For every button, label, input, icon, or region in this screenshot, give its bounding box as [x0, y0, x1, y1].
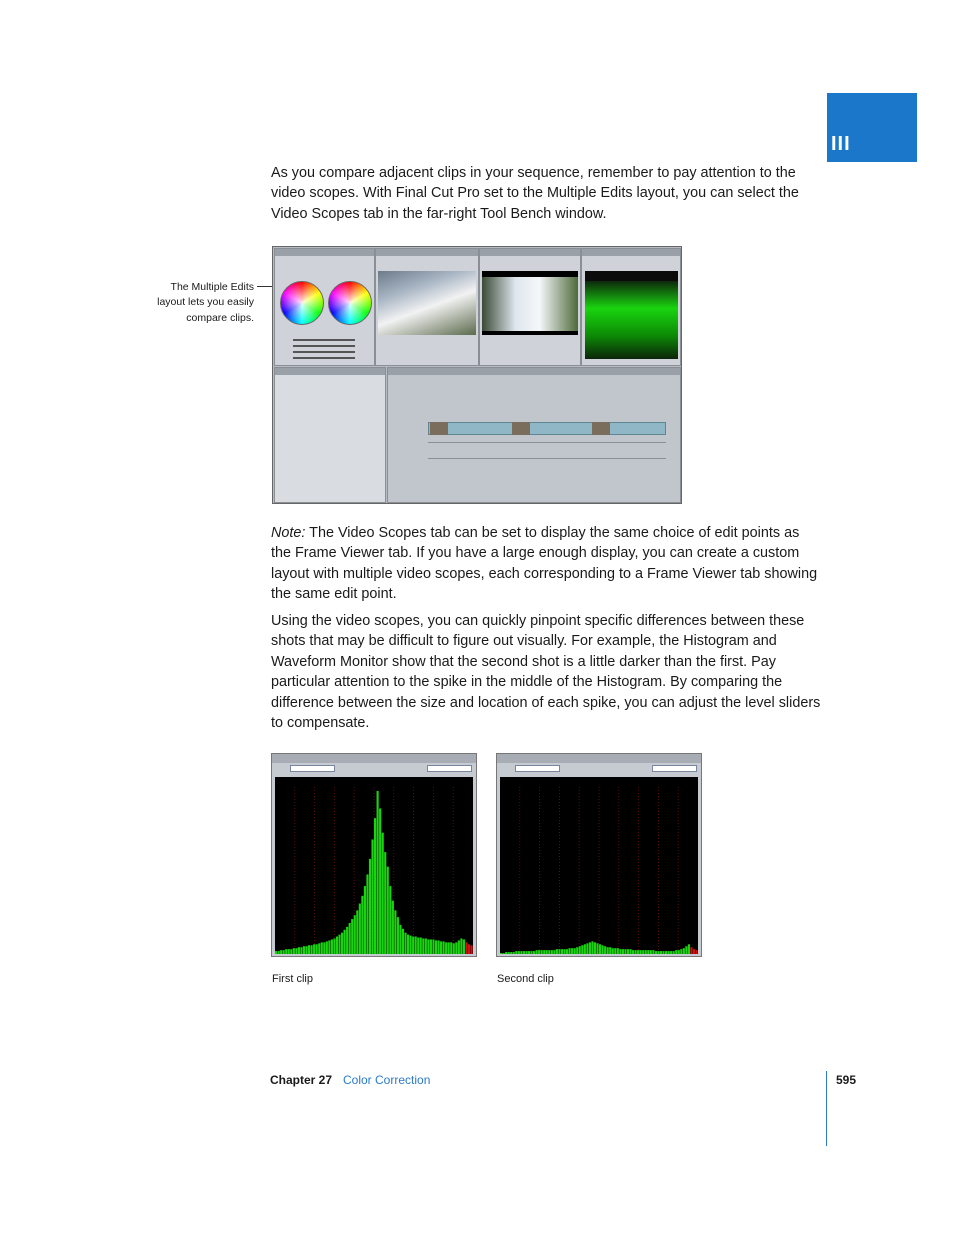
- histogram-bar: [450, 942, 452, 954]
- histogram-bar: [359, 904, 361, 954]
- histogram-bar: [581, 945, 583, 954]
- histogram-bar: [316, 944, 318, 954]
- histogram-bar: [333, 938, 335, 954]
- histogram-bar: [321, 942, 323, 954]
- frame-viewer-pane: [375, 248, 479, 366]
- histogram-bar: [399, 925, 401, 954]
- histogram-bar: [283, 950, 285, 954]
- histogram-bar: [392, 901, 394, 954]
- histogram-bar: [657, 951, 659, 954]
- histogram-bar: [533, 951, 535, 954]
- histogram-bar: [530, 951, 532, 954]
- histogram-bar: [460, 938, 462, 954]
- histogram-bar: [349, 923, 351, 954]
- note-paragraph: [271, 523, 821, 605]
- histogram-bar: [465, 942, 467, 954]
- histogram-bar: [569, 948, 571, 954]
- histogram-bar: [614, 948, 616, 954]
- histogram-bar: [303, 946, 305, 954]
- histogram-bar: [435, 940, 437, 954]
- color-balance-wheel: [280, 281, 324, 325]
- histogram-bar: [356, 910, 358, 954]
- histogram-bar: [397, 917, 399, 954]
- histogram-bar: [602, 945, 604, 954]
- histogram-bar: [336, 937, 338, 954]
- viewer-frame-a: [378, 271, 476, 335]
- histogram-bar: [346, 927, 348, 954]
- histogram-bar: [538, 950, 540, 954]
- histogram-bar: [536, 950, 538, 954]
- histogram-bar: [520, 951, 522, 954]
- histogram-bar: [604, 946, 606, 954]
- histogram-bar: [668, 951, 670, 954]
- histogram-bar: [627, 949, 629, 954]
- histogram-bar: [513, 952, 515, 954]
- histogram-bar: [463, 939, 465, 954]
- histogram-bar: [323, 942, 325, 954]
- histogram-bar: [394, 910, 396, 954]
- histogram-svg-second: [500, 777, 698, 954]
- histogram-bar: [331, 939, 333, 954]
- intro-paragraph: As you compare adjacent clips in your sequence, remember to pay attention to the video scopes. With Final Cut Pro set to the Multiple Edits layout, you can select the Video Scopes tab in the far-right Tool Bench window.: [271, 165, 799, 222]
- canvas-pane: [479, 248, 581, 366]
- histogram-bar: [422, 938, 424, 954]
- callout-line-3: compare clips.: [186, 311, 254, 324]
- histogram-bar: [558, 949, 560, 954]
- histogram-svg-first: [275, 777, 473, 954]
- histogram-bar: [379, 808, 381, 954]
- histogram-bar: [525, 951, 527, 954]
- histogram-bar: [673, 951, 675, 954]
- histogram-bar: [551, 950, 553, 954]
- caption-first-clip: First clip: [272, 973, 313, 985]
- histogram-bar: [607, 947, 609, 954]
- histogram-bar: [594, 942, 596, 954]
- histogram-bar: [361, 896, 363, 954]
- histogram-bar: [665, 951, 667, 954]
- histogram-bar: [650, 950, 652, 954]
- histogram-bar: [377, 791, 379, 954]
- histogram-bar: [440, 941, 442, 954]
- histogram-bar: [541, 950, 543, 954]
- histogram-bar: [574, 948, 576, 954]
- histogram-bar: [518, 951, 520, 954]
- histogram-plot-second-clip: [500, 777, 698, 954]
- histogram-bar: [579, 946, 581, 954]
- histogram-bar: [624, 949, 626, 954]
- histogram-bar: [596, 943, 598, 954]
- footer-chapter-label: Chapter 27: [270, 1073, 333, 1087]
- histogram-bar: [425, 938, 427, 954]
- histogram-bar: [563, 949, 565, 954]
- histogram-bar: [556, 949, 558, 954]
- histogram-bar: [290, 949, 292, 954]
- histogram-bar: [443, 941, 445, 954]
- histogram-bar: [374, 818, 376, 954]
- histogram-bar: [642, 950, 644, 954]
- histogram-bar: [430, 939, 432, 954]
- color-corrector-pane: [274, 248, 375, 366]
- histogram-bar: [338, 935, 340, 954]
- histogram-window-first-clip: [271, 753, 477, 957]
- histogram-bar: [528, 951, 530, 954]
- histogram-bar: [660, 951, 662, 954]
- histogram-bar: [652, 950, 654, 954]
- histogram-bar: [412, 937, 414, 954]
- histogram-plot-first-clip: [275, 777, 473, 954]
- histogram-bar: [288, 949, 290, 954]
- histogram-bar: [384, 852, 386, 954]
- histogram-bar: [612, 948, 614, 954]
- histogram-bar: [670, 951, 672, 954]
- histogram-bar: [553, 950, 555, 954]
- histogram-bar: [300, 947, 302, 954]
- histogram-bar: [622, 949, 624, 954]
- histogram-bar: [389, 886, 391, 954]
- page-number: 595: [836, 1073, 857, 1087]
- caption-second-clip: Second clip: [497, 973, 554, 985]
- histogram-bar: [328, 940, 330, 954]
- histogram-bar: [609, 947, 611, 954]
- note-label: Note:: [271, 525, 306, 541]
- histogram-bar: [505, 952, 507, 954]
- histogram-bar: [305, 946, 307, 954]
- histogram-bar: [599, 944, 601, 954]
- histogram-bar: [678, 950, 680, 954]
- histogram-bar: [371, 839, 373, 954]
- histogram-bar: [455, 942, 457, 954]
- histogram-bar: [275, 951, 277, 954]
- histogram-bar: [458, 940, 460, 954]
- video-track: [428, 422, 666, 435]
- video-scopes-pane: [581, 248, 681, 366]
- histogram-bar: [354, 915, 356, 954]
- histogram-bar: [366, 874, 368, 954]
- histogram-bar: [437, 940, 439, 954]
- histogram-bar: [417, 938, 419, 955]
- histogram-bar: [369, 859, 371, 954]
- histogram-bar: [470, 945, 472, 954]
- histogram-bar: [635, 950, 637, 954]
- histogram-bar: [617, 948, 619, 954]
- histogram-bar: [387, 867, 389, 954]
- timeline-pane: [387, 367, 681, 503]
- histogram-bar: [407, 935, 409, 954]
- histogram-bar: [298, 947, 300, 954]
- histogram-bar: [500, 953, 502, 954]
- histogram-bar: [420, 938, 422, 955]
- histogram-bar: [591, 941, 593, 954]
- histogram-window-second-clip: [496, 753, 702, 957]
- body-paragraph: Using the video scopes, you can quickly pinpoint specific differences between these shots that may be difficult to figure out visually. For example, the Histogram and Waveform Monitor show that the second shot is a little darker than the first. Pay particular attention to the spike in the middle of the Histogram. By comparing the difference between the size and location of each spike, you can adjust the level sliders to compensate.: [271, 613, 821, 732]
- histogram-bar: [683, 948, 685, 954]
- histogram-bar: [637, 950, 639, 954]
- histogram-bar: [629, 949, 631, 954]
- histogram-bar: [619, 949, 621, 954]
- footer-chapter-title[interactable]: Color Correction: [343, 1073, 431, 1087]
- histogram-bar: [548, 950, 550, 954]
- histogram-bar: [693, 949, 695, 954]
- histogram-bar: [445, 942, 447, 954]
- histogram-bar: [341, 933, 343, 954]
- histogram-bar: [402, 929, 404, 954]
- histogram-bar: [515, 951, 517, 954]
- histogram-bar: [688, 944, 690, 954]
- histogram-bar: [280, 950, 282, 954]
- viewer-frame-b: [482, 277, 578, 331]
- histogram-bar: [503, 953, 505, 954]
- footer-divider: [826, 1071, 827, 1146]
- histogram-bar: [647, 950, 649, 954]
- histogram-bar: [410, 936, 412, 954]
- histogram-bar: [589, 942, 591, 954]
- section-tab-marker: III: [827, 93, 917, 162]
- histogram-bar: [468, 944, 470, 954]
- histogram-bar: [546, 950, 548, 954]
- histogram-bar: [645, 950, 647, 954]
- histogram-bar: [427, 939, 429, 954]
- histogram-bar: [690, 947, 692, 954]
- histogram-bar: [675, 950, 677, 954]
- histogram-bar: [685, 946, 687, 954]
- histogram-bar: [293, 948, 295, 954]
- histogram-bar: [543, 950, 545, 954]
- histogram-bar: [448, 942, 450, 954]
- histogram-bar: [285, 949, 287, 954]
- figure-callout: [140, 280, 254, 326]
- histogram-bar: [632, 950, 634, 954]
- histogram-bar: [351, 919, 353, 954]
- histogram-bar: [382, 833, 384, 954]
- histogram-bar: [364, 886, 366, 954]
- histogram-bar: [571, 948, 573, 954]
- histogram-bar: [561, 949, 563, 954]
- histogram-bar: [523, 951, 525, 954]
- histogram-bar: [584, 944, 586, 954]
- histogram-bar: [640, 950, 642, 954]
- histogram-bar: [680, 949, 682, 954]
- histogram-bar: [278, 951, 280, 954]
- histogram-bar: [576, 947, 578, 954]
- browser-pane: [274, 367, 386, 503]
- callout-line-1: The Multiple Edits: [170, 281, 254, 293]
- waveform-monitor: [585, 271, 678, 359]
- histogram-bar: [662, 951, 664, 954]
- histogram-bar: [308, 945, 310, 954]
- histogram-bar: [566, 949, 568, 954]
- histogram-bar: [586, 943, 588, 954]
- hue-wheel: [328, 281, 372, 325]
- note-text: The Video Scopes tab can be set to display the same choice of edit points as the Frame Viewer tab. If you have a large enough display, you can create a custom layout with multiple video scopes, each corresponding to a Frame Viewer tab showing the same edit point.: [271, 525, 818, 603]
- histogram-bar: [313, 944, 315, 954]
- histogram-bar: [655, 951, 657, 954]
- histogram-bar: [508, 952, 510, 954]
- histogram-bar: [453, 943, 455, 954]
- histogram-bar: [695, 950, 697, 954]
- histogram-bar: [510, 952, 512, 954]
- histogram-bar: [432, 939, 434, 954]
- histogram-bar: [404, 933, 406, 954]
- histogram-bar: [415, 937, 417, 954]
- histogram-bar: [311, 945, 313, 954]
- callout-line-2: layout lets you easily: [157, 296, 254, 309]
- histogram-bar: [295, 948, 297, 954]
- multiple-edits-screenshot: [272, 246, 682, 504]
- histogram-bar: [344, 930, 346, 954]
- histogram-bar: [318, 943, 320, 954]
- histogram-bar: [326, 941, 328, 954]
